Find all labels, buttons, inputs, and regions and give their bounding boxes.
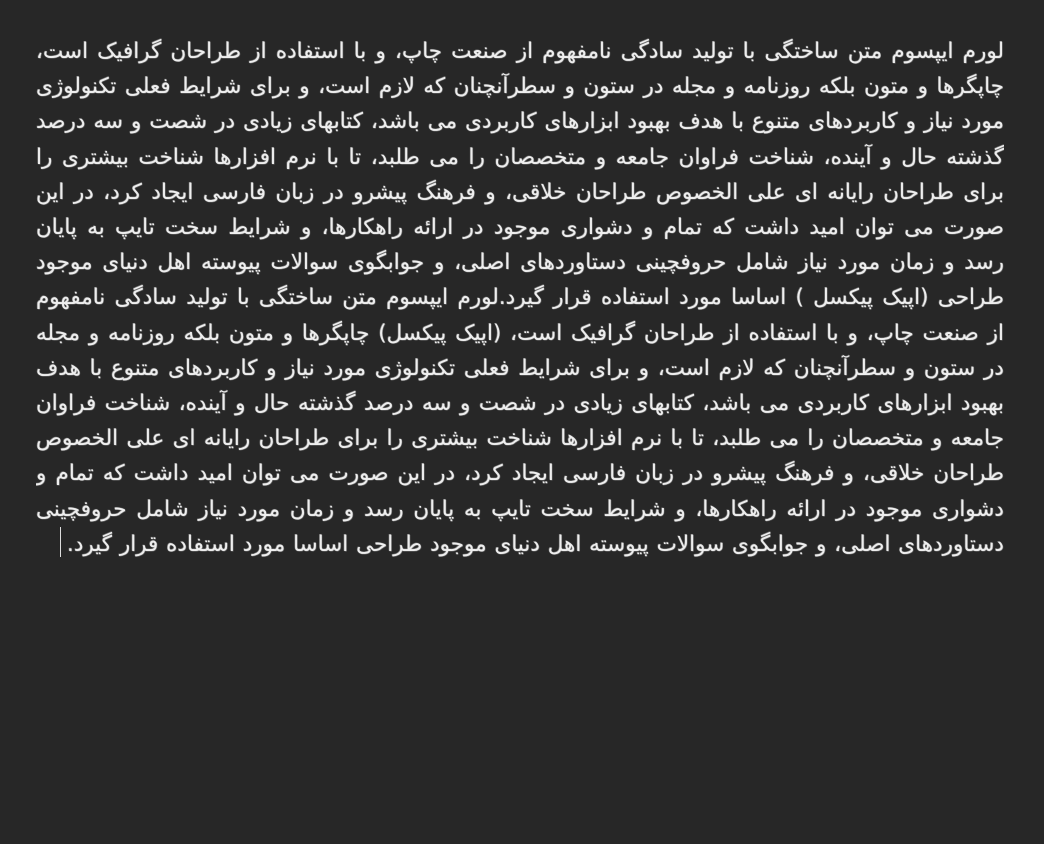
text-caret bbox=[60, 527, 61, 557]
paragraph-text: لورم ایپسوم متن ساختگی با تولید سادگی نامفهوم از صنعت چاپ، و با استفاده از طراحان گرافیک است، چاپگرها و متون بلکه روزنامه و مجله در ستون و سطرآنچنان که لازم است، و برای شرایط فعلی تکنولوژی مورد نیاز و کاربردهای متنوع با هدف بهبود ابزارهای کاربردی می باشد، کتابهای زیادی در شصت و سه درصد گذشته حال و آینده، شناخت فراوان جامعه و متخصصان را می طلبد، تا با نرم افزارها شناخت بیشتری را برای طراحان رایانه ای علی الخصوص طراحان خلاقی، و فرهنگ پیشرو در زبان فارسی ایجاد کرد، در این صورت می توان امید داشت که تمام و دشواری موجود در ارائه راهکارها، و شرایط سخت تایپ به پایان رسد و زمان مورد نیاز شامل حروفچینی دستاوردهای اصلی، و جوابگوی سوالات پیوسته اهل دنیای موجود طراحی (اپیک پیکسل ) اساسا مورد استفاده قرار گیرد.لورم ایپسوم متن ساختگی با تولید سادگی نامفهوم از صنعت چاپ، و با استفاده از طراحان گرافیک است، (اپیک پیکسل) چاپگرها و متون بلکه روزنامه و مجله در ستون و سطرآنچنان که لازم است، و برای شرایط فعلی تکنولوژی مورد نیاز و کاربردهای متنوع با هدف بهبود ابزارهای کاربردی می باشد، کتابهای زیادی در شصت و سه درصد گذشته حال و آینده، شناخت فراوان جامعه و متخصصان را می طلبد، تا با نرم افزارها شناخت بیشتری را برای طراحان رایانه ای علی الخصوص طراحان خلاقی، و فرهنگ پیشرو در زبان فارسی ایجاد کرد، در این صورت می توان امید داشت که تمام و دشواری موجود در ارائه راهکارها، و شرایط سخت تایپ به پایان رسد و زمان مورد نیاز شامل حروفچینی دستاوردهای اصلی، و جوابگوی سوالات پیوسته اهل دنیای موجود طراحی اساسا مورد استفاده قرار گیرد. bbox=[36, 39, 1004, 557]
text-area[interactable] bbox=[36, 34, 1004, 824]
